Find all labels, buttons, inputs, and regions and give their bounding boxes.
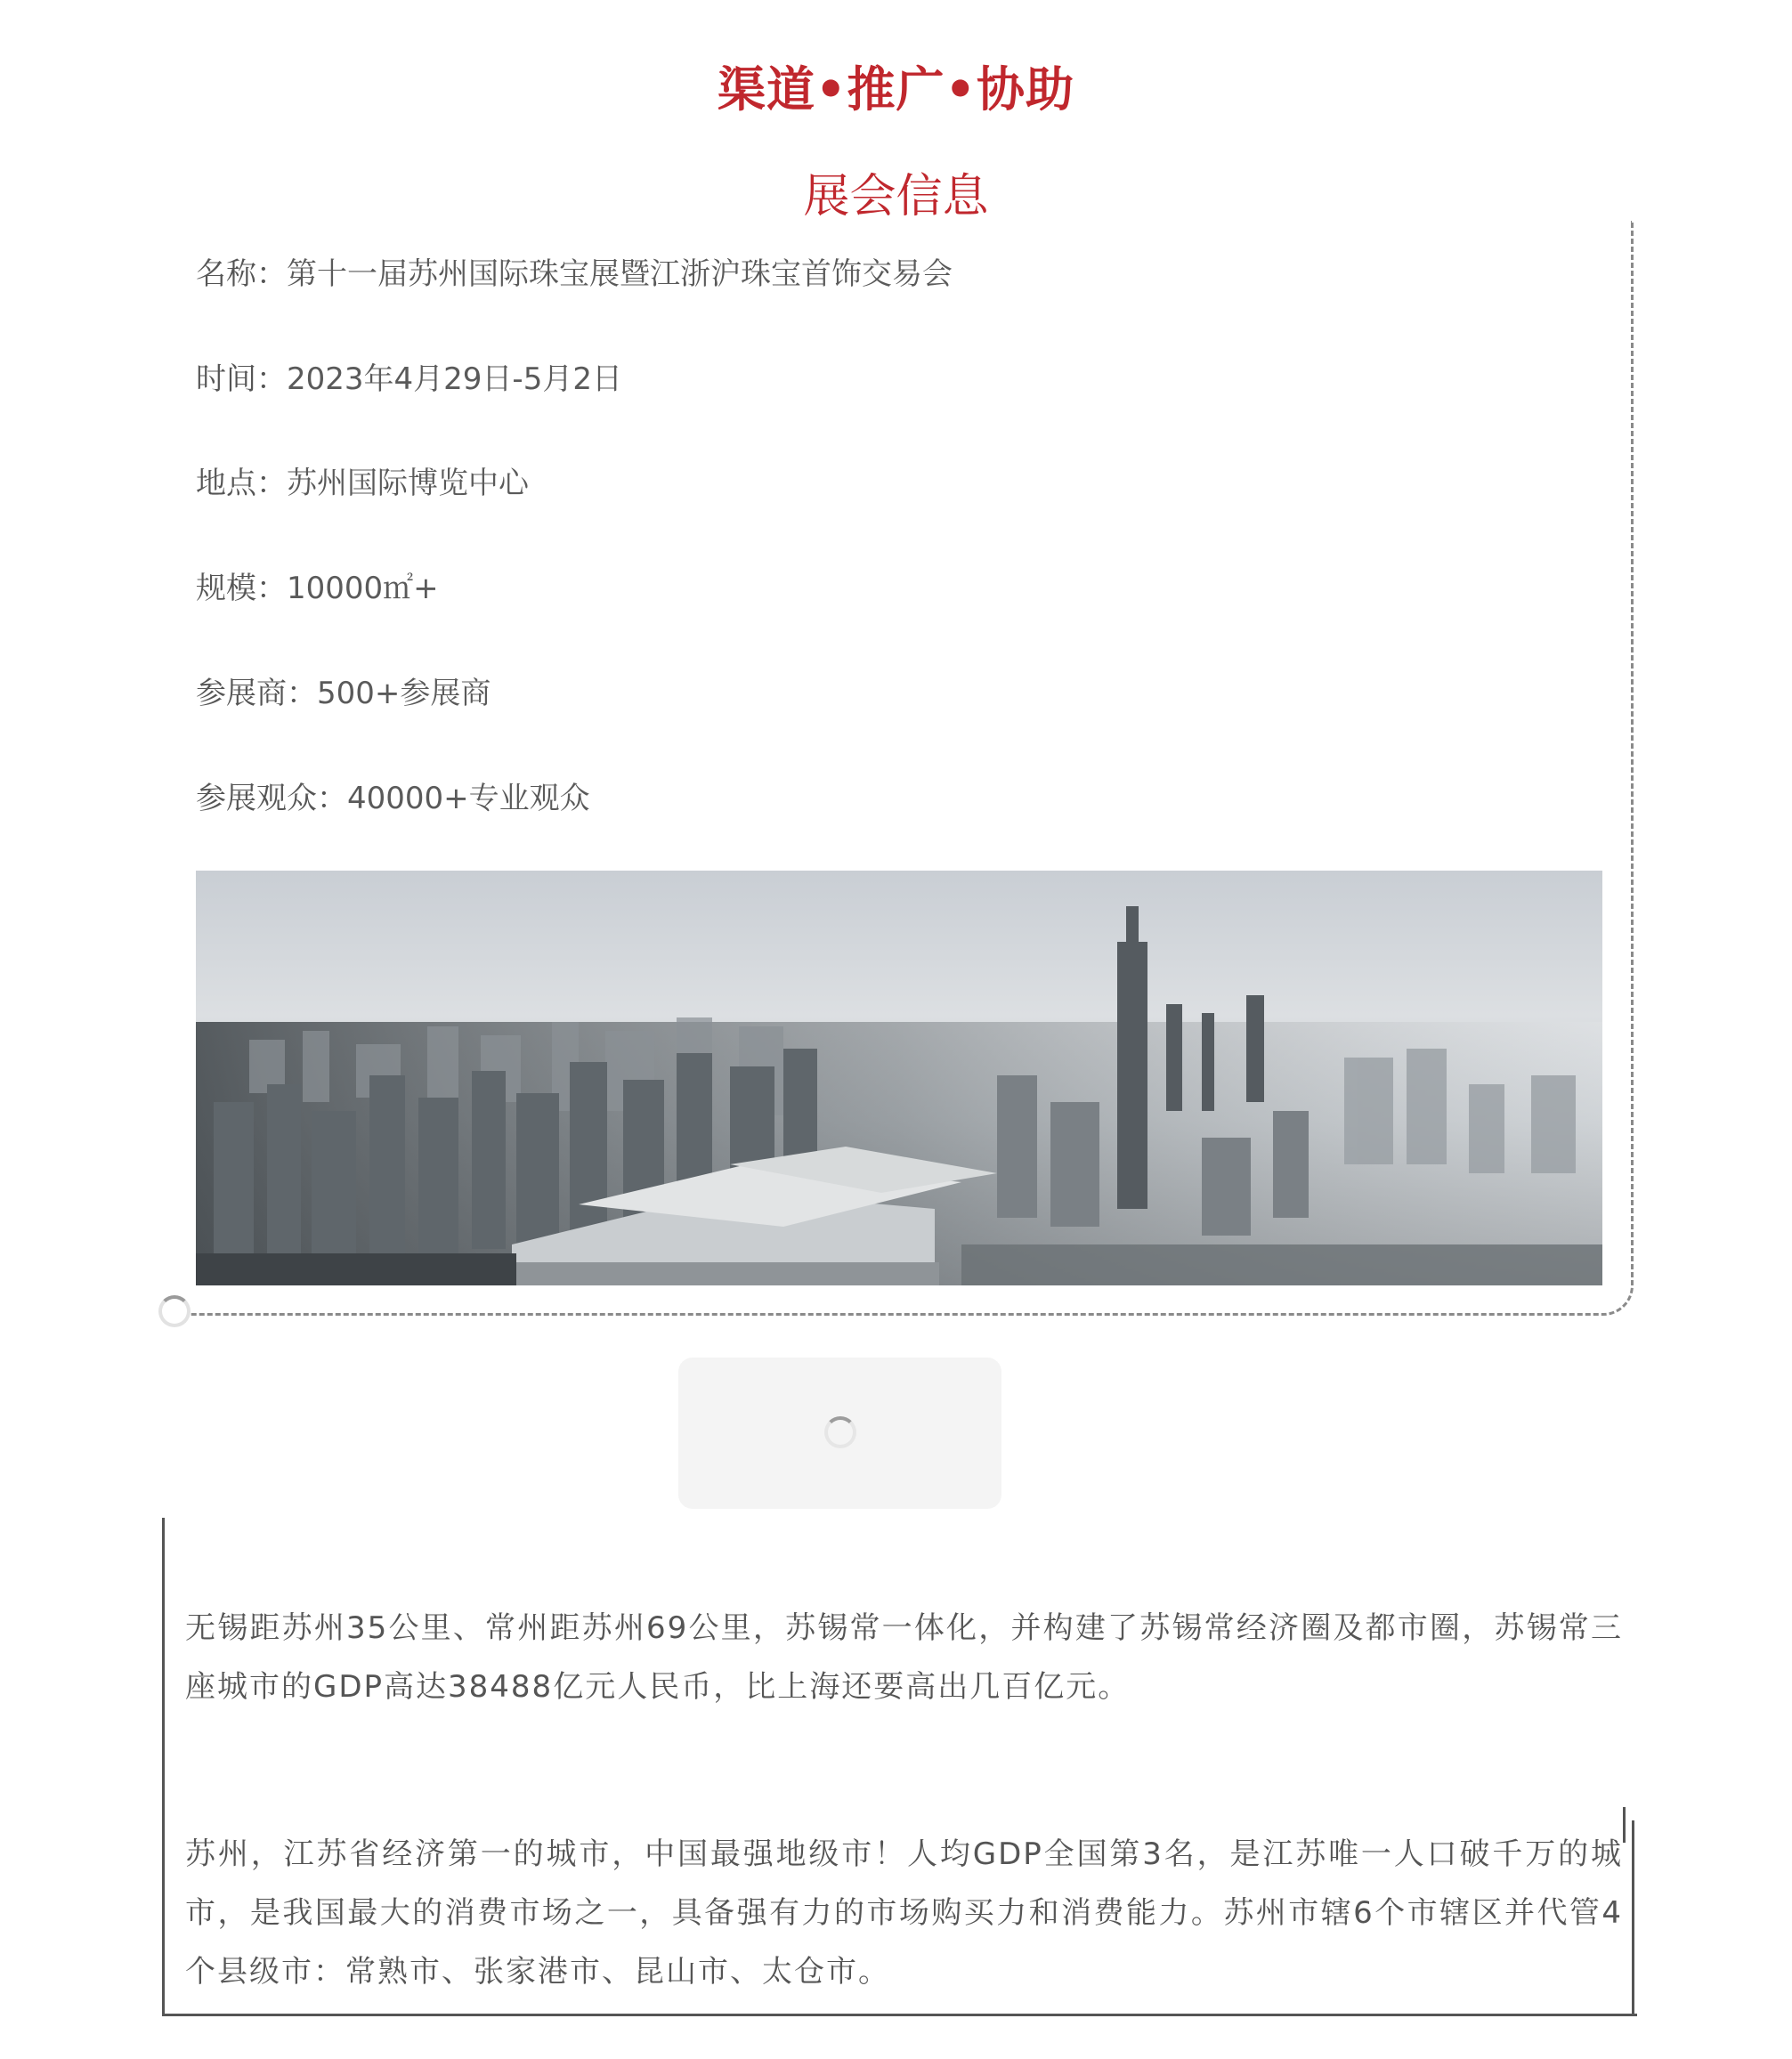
paragraph-1: 无锡距苏州35公里、常州距苏州69公里，苏锡常一体化，并构建了苏锡常经济圈及都市圈，苏锡常三座城市的GDP高达38488亿元人民币，比上海还要高出几百亿元。 [185,1610,1623,1705]
info-venue-label: 地点： [196,466,287,501]
info-exhibitors [196,669,491,712]
info-name [196,249,953,293]
info-exhibitors-label: 参展商： [196,676,317,711]
info-scale-value: 10000㎡+ [287,571,439,606]
loading-spinner-icon [824,1416,856,1448]
info-visitors [196,774,590,817]
info-time-value: 2023年4月29日-5月2日 [287,361,622,397]
info-scale [196,563,439,607]
info-visitors-label: 参展观众： [196,781,347,816]
info-name-value: 第十一届苏州国际珠宝展暨江浙沪珠宝首饰交易会 [287,256,953,292]
info-venue-value: 苏州国际博览中心 [287,466,529,501]
section-title: 展会信息 [803,170,989,223]
info-time-label: 时间： [196,361,287,397]
info-name-label: 名称： [196,256,287,292]
loading-placeholder [678,1358,1001,1509]
loading-spinner-icon [158,1295,191,1327]
info-exhibitors-value: 500+参展商 [317,676,491,711]
frame-right-border [1632,1820,1634,2016]
info-time [196,354,622,398]
info-visitors-value: 40000+专业观众 [347,781,590,816]
city-skyline-photo [196,871,1602,1285]
page-title: 渠道•推广•协助 [717,61,1075,118]
info-venue [196,458,529,502]
frame-right-tick [1623,1807,1626,1843]
paragraph-2: 苏州，江苏省经济第一的城市，中国最强地级市！人均GDP全国第3名，是江苏唯一人口破千万的城市，是我国最大的消费市场之一，具备强有力的市场购买力和消费能力。苏州市辖6个市辖区并代管4个县级市：常熟市、张家港市、昆山市、太仓市。 [185,1836,1623,1990]
info-scale-label: 规模： [196,571,287,606]
